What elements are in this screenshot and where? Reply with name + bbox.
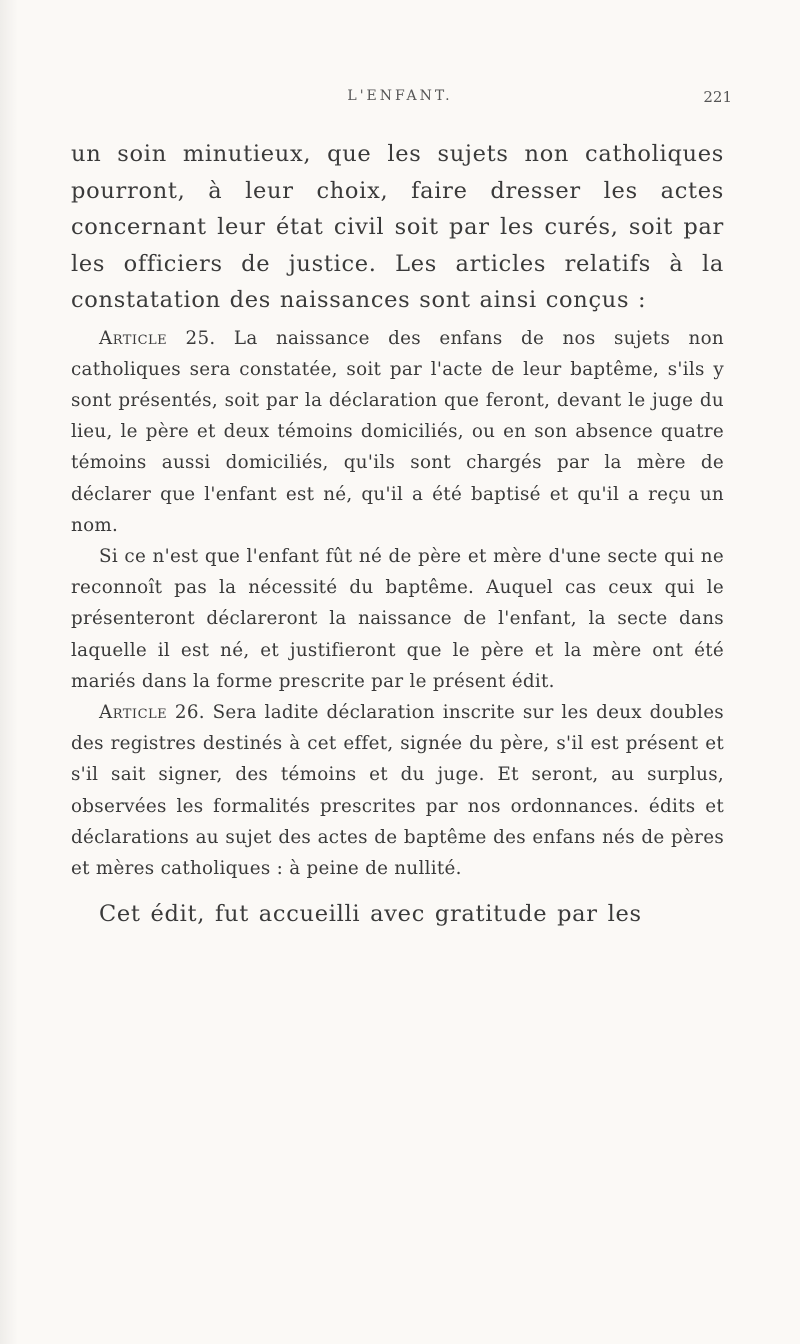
article-26 [71,697,724,884]
article-25 [71,323,724,541]
article-25-continuation: Si ce n'est que l'enfant fût né de père et mère d'une secte qui ne reconnoît pas la nécessité du baptême. Auquel cas ceux qui le présenteront déclareront la naissance de l'enfant, la secte dans laquelle il est né, et justifieront que le père et la mère ont été mariés dans la forme prescrite par le présent édit. [71,545,724,692]
article-26-label: Article [99,701,168,723]
article-25-text: 25. La naissance des enfans de nos sujets non catholiques sera constatée, soit par l'acte de leur baptême, s'ils y sont présentés, soit par la déclaration que feront, devant le juge du lieu, le père et deux témoins domiciliés, ou en son absence quatre témoins aussi domiciliés, qu'ils sont chargés par la mère de déclarer que l'enfant est né, qu'il a été baptisé et qu'il a reçu un nom. [71,327,724,536]
intro-paragraph: un soin minutieux, que les sujets non catholiques pourront, à leur choix, faire dresser les actes concernant leur état civil soit par les curés, soit par les officiers de justice. Les articles relatifs à la constatation des naissances sont ainsi conçus : [71,141,724,313]
page-header [0,88,800,112]
text-block [71,136,724,932]
page-number: 221 [703,88,732,106]
closing-line: Cet édit, fut accueilli avec gratitude par les [99,901,642,928]
article-25-label: Article [99,327,168,349]
article-26-text: 26. Sera ladite déclaration inscrite sur les deux doubles des registres destinés à cet effet, signée du père, s'il est présent et s'il sait signer, des témoins et du juge. Et seront, au surplus, observées les formalités prescrites par nos ordonnances. édits et déclarations au sujet des actes de baptême des enfans nés de pères et mères catholiques : à peine de nullité. [71,701,724,879]
running-head: L'ENFANT. [347,88,453,104]
